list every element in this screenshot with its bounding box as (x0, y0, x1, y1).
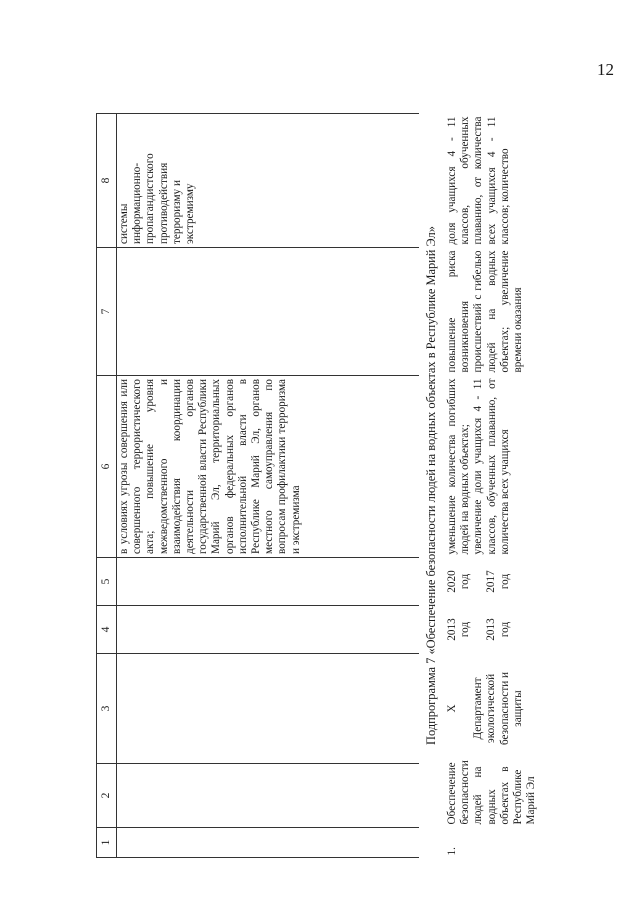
subprogram-title: Подпрограмма 7 «Обеспечение безопасности людей на водных объектах в Республике Марий Эл» (424, 226, 439, 745)
plan-table (96, 113, 542, 858)
col-number: 5 (97, 558, 117, 606)
table-row (445, 114, 542, 858)
col-number: 1 (97, 828, 117, 858)
executor-cell: Х Департамент экологической безопасности и защиты (446, 672, 524, 745)
continuation-row (117, 114, 420, 858)
row-number: 1. (446, 847, 458, 856)
cont-col6-text: в условиях угрозы совершения или совершенного террористического акта; повышение уровня межведомственного и взаимодействия координации деятельности органов государственной власти Республики Марий Эл, территориальных органов федеральных органов исполнительной власти в Республике Марий Эл, органов местного самоуправления по вопросам профилактики терроризма и экстремизма (117, 376, 420, 558)
col-number: 7 (97, 248, 117, 376)
col-number: 2 (97, 764, 117, 828)
column-number-row (97, 114, 117, 858)
rotated-table-area (96, 90, 544, 858)
expected-result-cell: уменьшение количества погибших людей на водных объектах; увеличение доли учащихся 4 - 11 классов, обученных плаванию, от количества всех учащихся (446, 378, 511, 555)
measure-name: Обеспечение безопасности людей на водных объектах в Республике Марий Эл (446, 760, 538, 825)
indicator-cell: доля учащихся 4 - 11 классов, обученных плаванию, от количества всех учащихся 4 - 11 классов; количество (446, 116, 511, 245)
start-year-cell: 2013 год 2013 год (446, 618, 511, 641)
end-year-cell: 2020 год 2017 год (446, 570, 511, 593)
col-number: 4 (97, 606, 117, 654)
page-number: 12 (597, 60, 614, 79)
col-number: 8 (97, 114, 117, 248)
col-number: 3 (97, 654, 117, 764)
cont-col8-text: системы информационно- пропагандистского противодействия терроризму и экстремизму (117, 114, 420, 248)
consequence-cell: повышение риска возникновения происшествий с гибелью людей на водных объектах; увеличение времени оказания (446, 250, 525, 373)
col-number: 6 (97, 376, 117, 558)
subprogram-title-row (419, 114, 445, 858)
